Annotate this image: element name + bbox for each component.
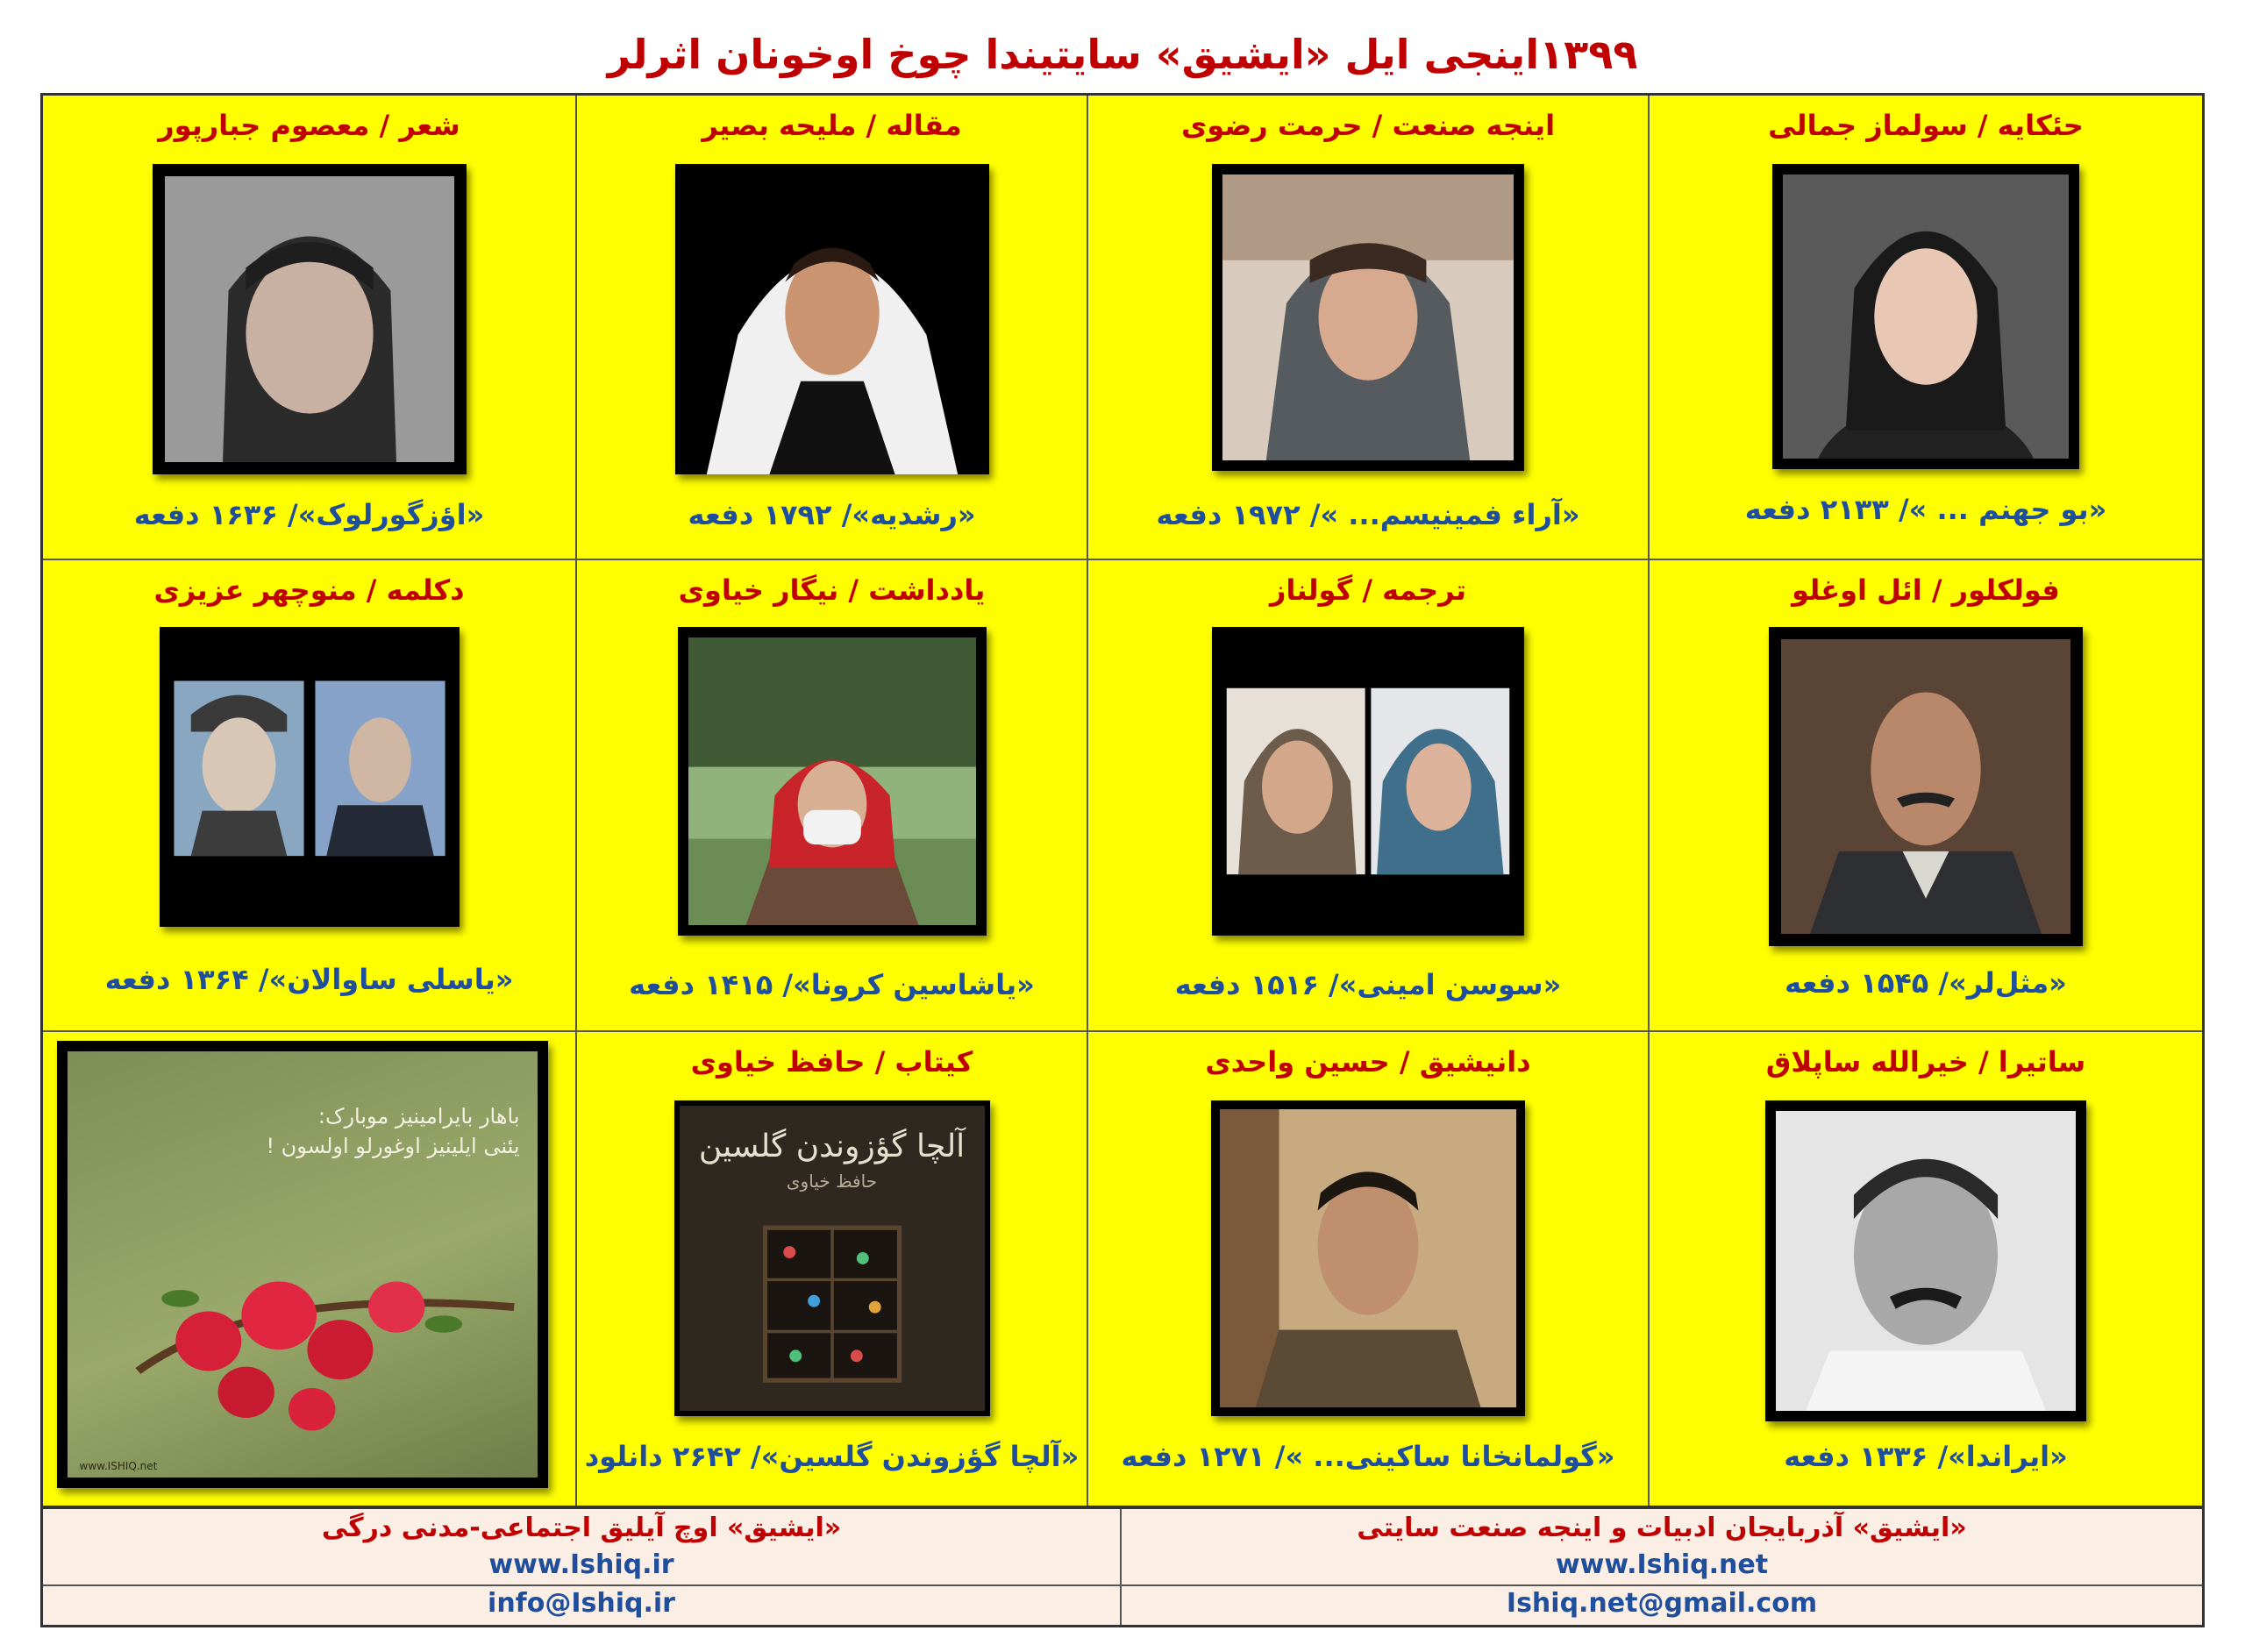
portrait-icon — [1765, 1100, 2086, 1421]
portrait-icon — [675, 164, 989, 474]
footer-site-email[interactable]: Ishiq.net@gmail.com — [1506, 1588, 1818, 1619]
footer-journal-email-cell — [43, 1586, 1120, 1625]
footer-site-info — [1120, 1509, 2202, 1586]
cell-memo — [575, 560, 1087, 1032]
cell-caption: «ایراندا»/ ۱۳۳۶ دفعه — [1784, 1440, 2068, 1473]
cell-recitation — [43, 560, 575, 1032]
cell-folklore — [1648, 560, 2202, 1032]
footer-journal-info — [43, 1509, 1120, 1586]
cell-article — [575, 96, 1087, 560]
cell-caption: «رشدیه»/ ۱۷۹۲ دفعه — [688, 498, 976, 531]
cell-caption: «مثل‌لر»/ ۱۵۴۵ دفعه — [1785, 966, 2067, 1000]
cell-title: حئکایه / سولماز جمالی — [1768, 109, 2084, 142]
cell-caption: «اؤزگورلوک»/ ۱۶۳۶ دفعه — [133, 498, 485, 531]
page-title: ۱۳۹۹اینجی ایل «ایشیق» سایتیندا چوخ اوخونان اثرلر — [607, 31, 1638, 78]
cell-story — [1648, 96, 2202, 560]
cell-translation — [1087, 560, 1648, 1032]
cell-title: ترجمه / گولناز — [1270, 573, 1466, 607]
cell-satire — [1648, 1032, 2202, 1506]
masked-portrait-icon — [678, 627, 987, 936]
cell-title: ساتیرا / خیرالله ساپلاق — [1765, 1045, 2086, 1079]
portrait-icon — [1212, 164, 1524, 471]
cell-title: دانیشیق / حسین واحدی — [1205, 1045, 1531, 1079]
cell-interview — [1087, 1032, 1648, 1506]
footer-site-url[interactable]: www.Ishiq.net — [1555, 1549, 1769, 1580]
cell-art — [1087, 96, 1648, 560]
book-author: حافظ خیاوی — [786, 1171, 878, 1192]
two-portraits-icon — [160, 627, 460, 927]
watermark: www.ISHIQ.net — [79, 1460, 158, 1472]
footer-site-email-cell — [1120, 1586, 2202, 1625]
cell-title: کیتاب / حافظ خیاوی — [690, 1045, 973, 1079]
greeting-line2: یئنی ایلینیز اوغورلو اولسون ! — [266, 1134, 520, 1158]
spring-blossom-icon — [57, 1041, 548, 1488]
cell-caption: «یاشاسین کرونا»/ ۱۴۱۵ دفعه — [629, 968, 1035, 1001]
cell-greeting — [43, 1032, 575, 1506]
cell-caption: «بو جهنم ... »/ ۲۱۳۳ دفعه — [1744, 493, 2107, 526]
footer-journal-url[interactable]: www.Ishiq.ir — [488, 1549, 674, 1580]
portrait-icon — [153, 164, 467, 474]
portrait-icon — [1211, 1100, 1525, 1416]
greeting-line1: باهار بایرامینیز موبارک: — [317, 1104, 520, 1129]
cell-caption: «گولمانخانا ساکینی... »/ ۱۲۷۱ دفعه — [1121, 1440, 1615, 1473]
cell-poem — [43, 96, 575, 560]
footer-journal-email[interactable]: info@Ishiq.ir — [488, 1588, 675, 1619]
cell-caption: «سوسن امینی»/ ۱۵۱۶ دفعه — [1174, 968, 1562, 1001]
two-portraits-icon — [1212, 627, 1524, 936]
portrait-icon — [1772, 164, 2079, 469]
works-grid — [40, 93, 2205, 1508]
cell-title: فولکلور / ائل اوغلو — [1792, 573, 2060, 607]
cell-caption: «آلچا گؤزوندن گلسین»/ ۲۶۴۲ دانلود — [584, 1440, 1080, 1473]
book-cover-icon — [674, 1100, 990, 1416]
footer — [40, 1506, 2205, 1627]
cell-title: یادداشت / نیگار خیاوی — [678, 573, 986, 607]
footer-site-name: «ایشیق» آذربایجان ادبیات و اینجه صنعت سایتی — [1357, 1513, 1967, 1543]
cell-title: مقاله / ملیحه بصیر — [702, 109, 962, 142]
cell-book — [575, 1032, 1087, 1506]
cell-title: شعر / معصوم جبارپور — [158, 109, 460, 142]
book-title: آلچا گؤزوندن گلسین — [698, 1129, 966, 1164]
cell-title: دکلمه / منوچهر عزیزی — [153, 573, 465, 607]
cell-caption: «آراء فمینیسم... »/ ۱۹۷۲ دفعه — [1156, 498, 1580, 531]
cell-caption: «یاسلی ساوالان»/ ۱۳۶۴ دفعه — [104, 963, 514, 996]
cell-title: اینجه صنعت / حرمت رضوی — [1180, 109, 1556, 142]
portrait-icon — [1769, 627, 2083, 946]
footer-journal-name: «ایشیق» اوچ آیلیق اجتماعی-مدنی درگی — [321, 1513, 842, 1543]
